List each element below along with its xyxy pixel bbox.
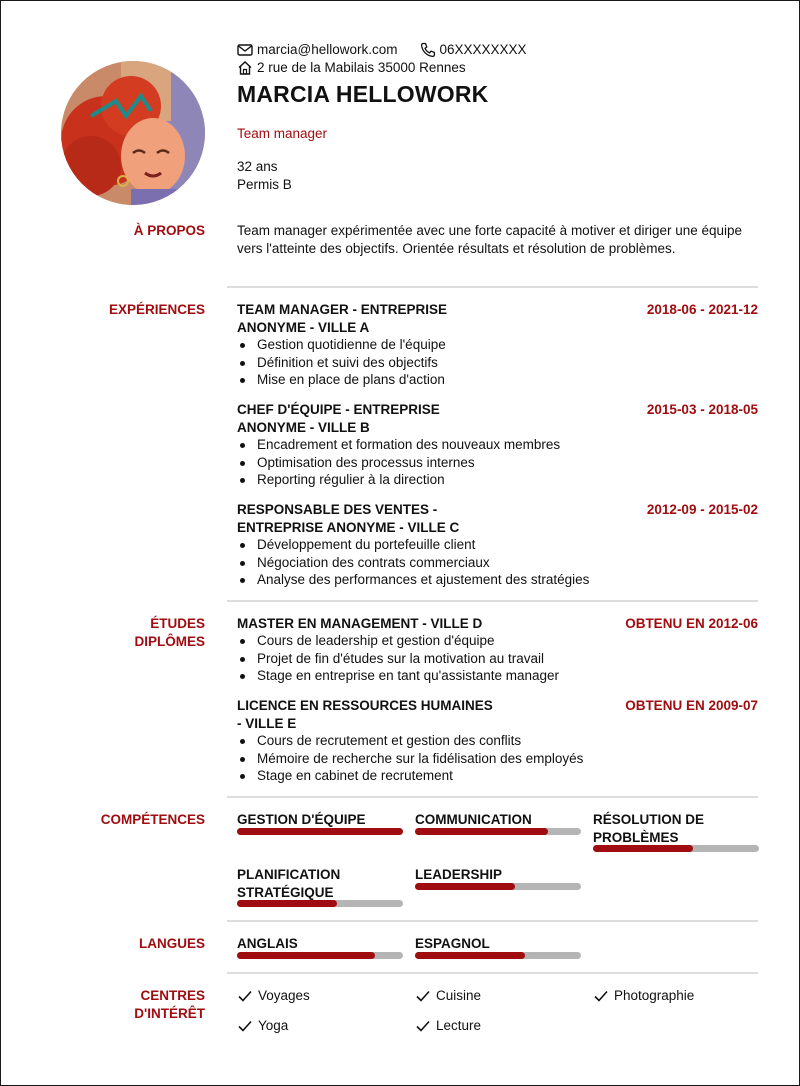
language-name: ESPAGNOL xyxy=(415,936,490,951)
section-label-skills: COMPÉTENCES xyxy=(100,812,205,827)
candidate-name: MARCIA HELLOWORK xyxy=(237,81,489,107)
checkmark-icon xyxy=(593,988,609,1004)
skill-name: GESTION D'ÉQUIPE xyxy=(237,812,366,827)
divider xyxy=(227,600,758,602)
section-label-experiences: EXPÉRIENCES xyxy=(108,302,205,317)
divider xyxy=(227,796,758,798)
education-title: MASTER EN MANAGEMENT - VILLE D xyxy=(237,616,483,631)
skill-level-bar xyxy=(415,828,581,835)
list-item: Mise en place de plans d'action xyxy=(237,371,446,389)
experience-title: TEAM MANAGER - ENTREPRISE ANONYME - VILLE A xyxy=(237,302,448,335)
section-label-interests: CENTRES D'INTÉRÊT xyxy=(134,988,205,1021)
envelope-icon xyxy=(237,43,253,57)
list-item: Encadrement et formation des nouveaux membres xyxy=(237,436,560,454)
about-text: Team manager expérimentée avec une forte capacité à motiver et diriger une équipe vers l'atteinte des objectifs. Orientée résultats et résolution de problèmes. xyxy=(237,223,743,256)
section-label-education: ÉTUDES DIPLÔMES xyxy=(134,616,205,649)
experience-dates: 2015-03 - 2018-05 xyxy=(646,402,758,417)
list-item: Gestion quotidienne de l'équipe xyxy=(237,336,446,354)
age: 32 ans xyxy=(237,159,278,174)
interest-item: Voyages xyxy=(237,987,310,1005)
phone-icon xyxy=(420,42,436,58)
section-label-about: À PROPOS xyxy=(133,223,205,238)
list-item: Stage en entreprise en tant qu'assistante manager xyxy=(237,667,559,685)
profile-photo xyxy=(61,61,205,205)
experience-bullets xyxy=(237,436,560,489)
language-level-bar xyxy=(237,952,403,959)
list-item: Analyse des performances et ajustement des stratégies xyxy=(237,571,589,589)
interest-item: Lecture xyxy=(415,1017,481,1035)
list-item: Négociation des contrats commerciaux xyxy=(237,554,589,572)
list-item: Développement du portefeuille client xyxy=(237,536,589,554)
contact-row-2 xyxy=(237,59,466,77)
home-icon xyxy=(237,60,253,76)
education-bullets xyxy=(237,632,559,685)
experience-dates: 2018-06 - 2021-12 xyxy=(646,302,758,317)
list-item: Projet de fin d'études sur la motivation au travail xyxy=(237,650,559,668)
experience-title: CHEF D'ÉQUIPE - ENTREPRISE ANONYME - VILLE B xyxy=(237,402,440,435)
contact-row-1 xyxy=(237,41,527,59)
education-title: LICENCE EN RESSOURCES HUMAINES - VILLE E xyxy=(237,698,493,731)
skill-name: LEADERSHIP xyxy=(415,867,503,882)
experience-dates: 2012-09 - 2015-02 xyxy=(646,502,758,517)
list-item: Stage en cabinet de recrutement xyxy=(237,767,583,785)
list-item: Définition et suivi des objectifs xyxy=(237,354,446,372)
phone-text[interactable]: 06XXXXXXXX xyxy=(439,42,527,57)
driving-license: Permis B xyxy=(237,177,292,192)
list-item: Cours de leadership et gestion d'équipe xyxy=(237,632,559,650)
skill-name: RÉSOLUTION DE PROBLÈMES xyxy=(593,812,705,845)
skill-level-bar xyxy=(415,883,581,890)
list-item: Reporting régulier à la direction xyxy=(237,471,560,489)
skill-name: COMMUNICATION xyxy=(415,812,532,827)
experience-bullets xyxy=(237,336,446,389)
checkmark-icon xyxy=(237,988,253,1004)
email-text[interactable]: marcia@hellowork.com xyxy=(257,42,398,57)
section-label-languages: LANGUES xyxy=(138,936,205,951)
address-text: 2 rue de la Mabilais 35000 Rennes xyxy=(257,60,466,75)
list-item: Mémoire de recherche sur la fidélisation des employés xyxy=(237,750,583,768)
interest-item: Cuisine xyxy=(415,987,481,1005)
language-level-bar xyxy=(415,952,581,959)
interest-item: Yoga xyxy=(237,1017,288,1035)
checkmark-icon xyxy=(415,1018,431,1034)
skill-level-bar xyxy=(593,845,759,852)
checkmark-icon xyxy=(237,1018,253,1034)
interest-item: Photographie xyxy=(593,987,694,1005)
education-dates: OBTENU EN 2009-07 xyxy=(625,698,758,713)
education-bullets xyxy=(237,732,583,785)
divider xyxy=(227,286,758,288)
skill-name: PLANIFICATION STRATÉGIQUE xyxy=(237,867,341,900)
experience-title: RESPONSABLE DES VENTES - ENTREPRISE ANONYME - VILLE C xyxy=(237,502,460,535)
job-title: Team manager xyxy=(237,126,328,141)
checkmark-icon xyxy=(415,988,431,1004)
skill-level-bar xyxy=(237,900,403,907)
experience-bullets xyxy=(237,536,589,589)
language-name: ANGLAIS xyxy=(237,936,298,951)
skill-level-bar xyxy=(237,828,403,835)
education-dates: OBTENU EN 2012-06 xyxy=(625,616,758,631)
list-item: Optimisation des processus internes xyxy=(237,454,560,472)
list-item: Cours de recrutement et gestion des conflits xyxy=(237,732,583,750)
divider xyxy=(227,972,758,974)
divider xyxy=(227,920,758,922)
